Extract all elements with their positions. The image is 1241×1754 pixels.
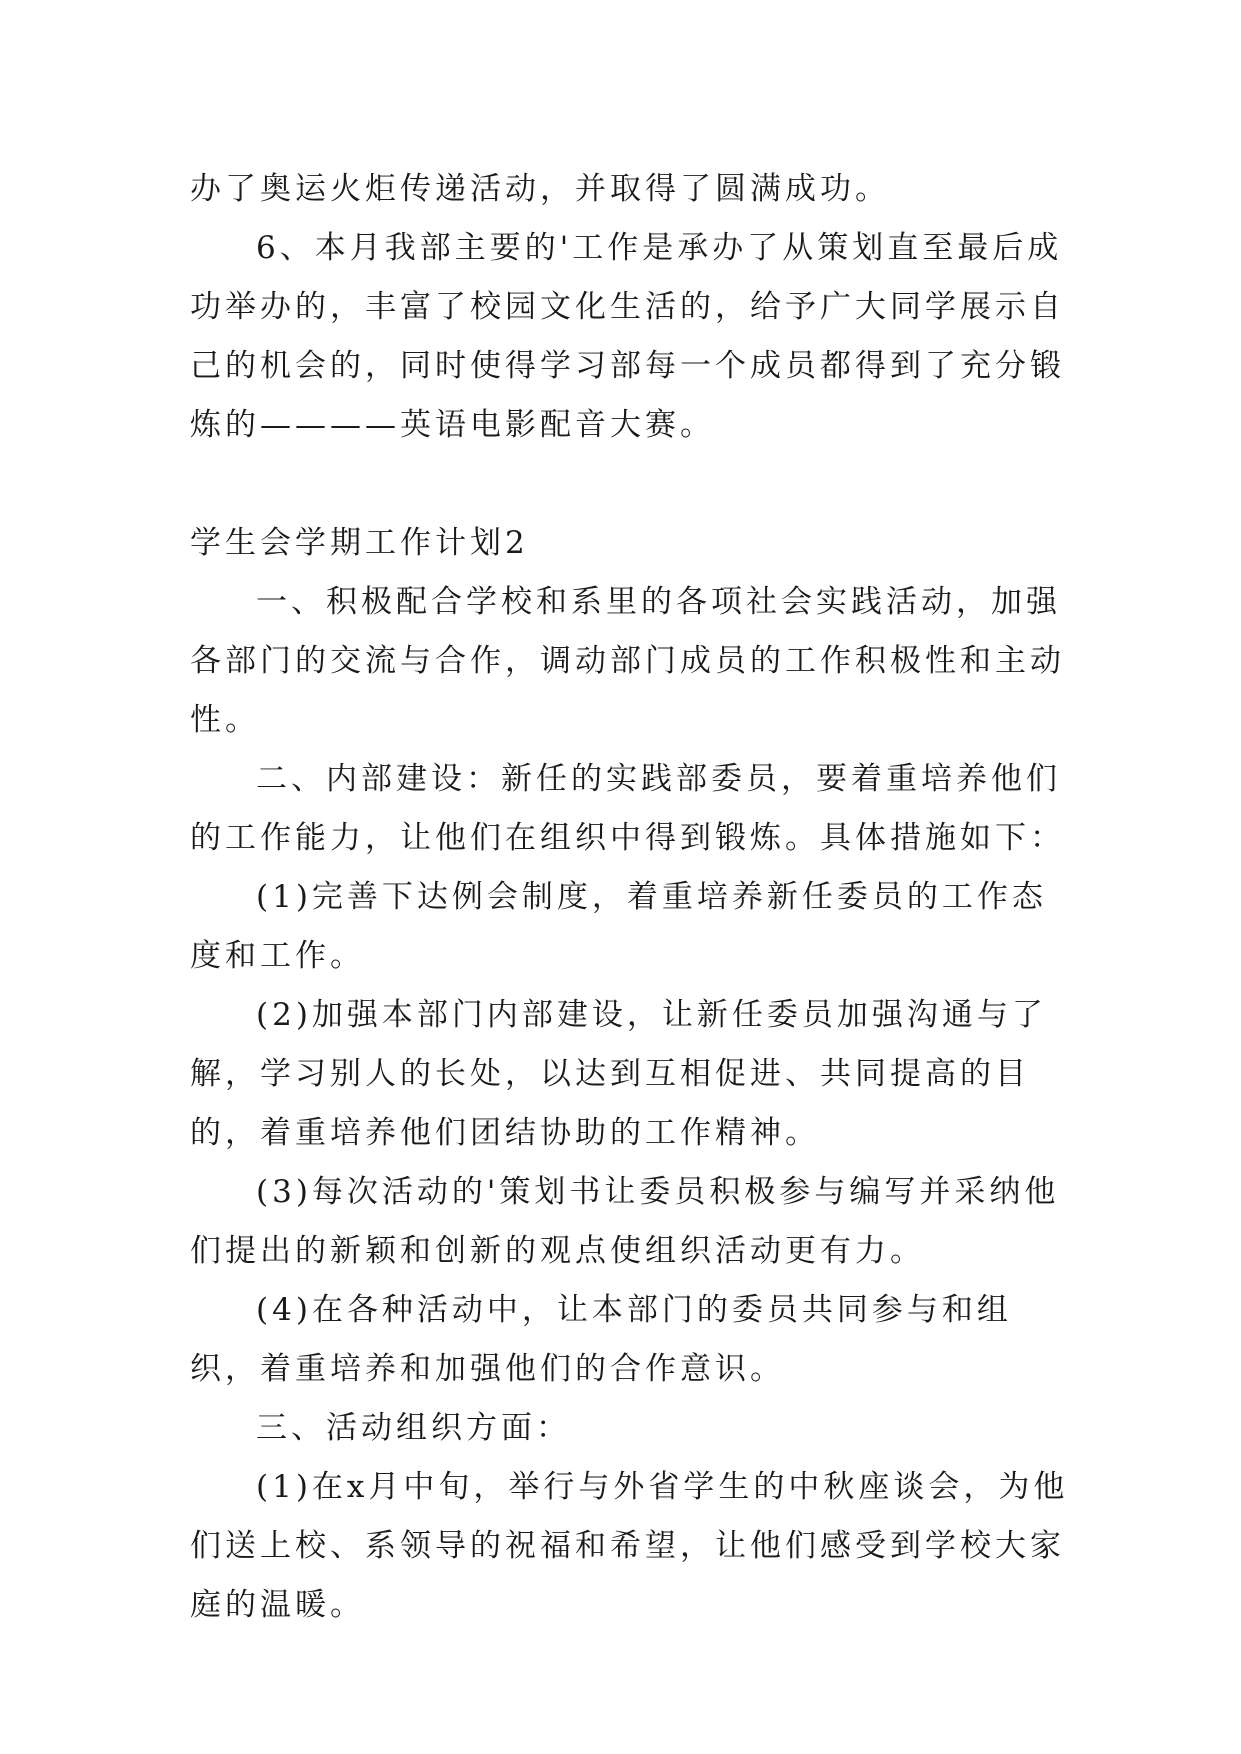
document-body xyxy=(190,160,1070,1635)
paragraph-measure-4: (4)在各种活动中，让本部门的委员共同参与和组织，着重培养和加强他们的合作意识。 xyxy=(190,1292,1012,1387)
paragraph-measure-1: (1)完善下达例会制度，着重培养新任委员的工作态度和工作。 xyxy=(190,879,1047,974)
paragraph-activity-1: (1)在x月中旬，举行与外省学生的中秋座谈会，为他们送上校、系领导的祝福和希望，让他们感受到学校大家庭的温暖。 xyxy=(190,1469,1069,1623)
paragraph-item-6: 6、本月我部主要的'工作是承办了从策划直至最后成功举办的，丰富了校园文化生活的，给予广大同学展示自己的机会的，同时使得学习部每一个成员都得到了充分锻炼的————英语电影配音大赛。 xyxy=(190,230,1065,443)
paragraph-point-1: 一、积极配合学校和系里的各项社会实践活动，加强各部门的交流与合作，调动部门成员的工作积极性和主动性。 xyxy=(190,584,1065,738)
paragraph-point-2: 二、内部建设：新任的实践部委员，要着重培养他们的工作能力，让他们在组织中得到锻炼。具体措施如下： xyxy=(190,761,1065,856)
paragraph-continuation: 办了奥运火炬传递活动，并取得了圆满成功。 xyxy=(190,171,890,207)
section-title: 学生会学期工作计划2 xyxy=(190,525,529,561)
paragraph-measure-2: (2)加强本部门内部建设，让新任委员加强沟通与了解，学习别人的长处，以达到互相促进、共同提高的目的，着重培养他们团结协助的工作精神。 xyxy=(190,997,1047,1151)
paragraph-measure-3: (3)每次活动的'策划书让委员积极参与编写并采纳他们提出的新颖和创新的观点使组织活动更有力。 xyxy=(190,1174,1060,1269)
paragraph-point-3: 三、活动组织方面： xyxy=(256,1410,571,1446)
